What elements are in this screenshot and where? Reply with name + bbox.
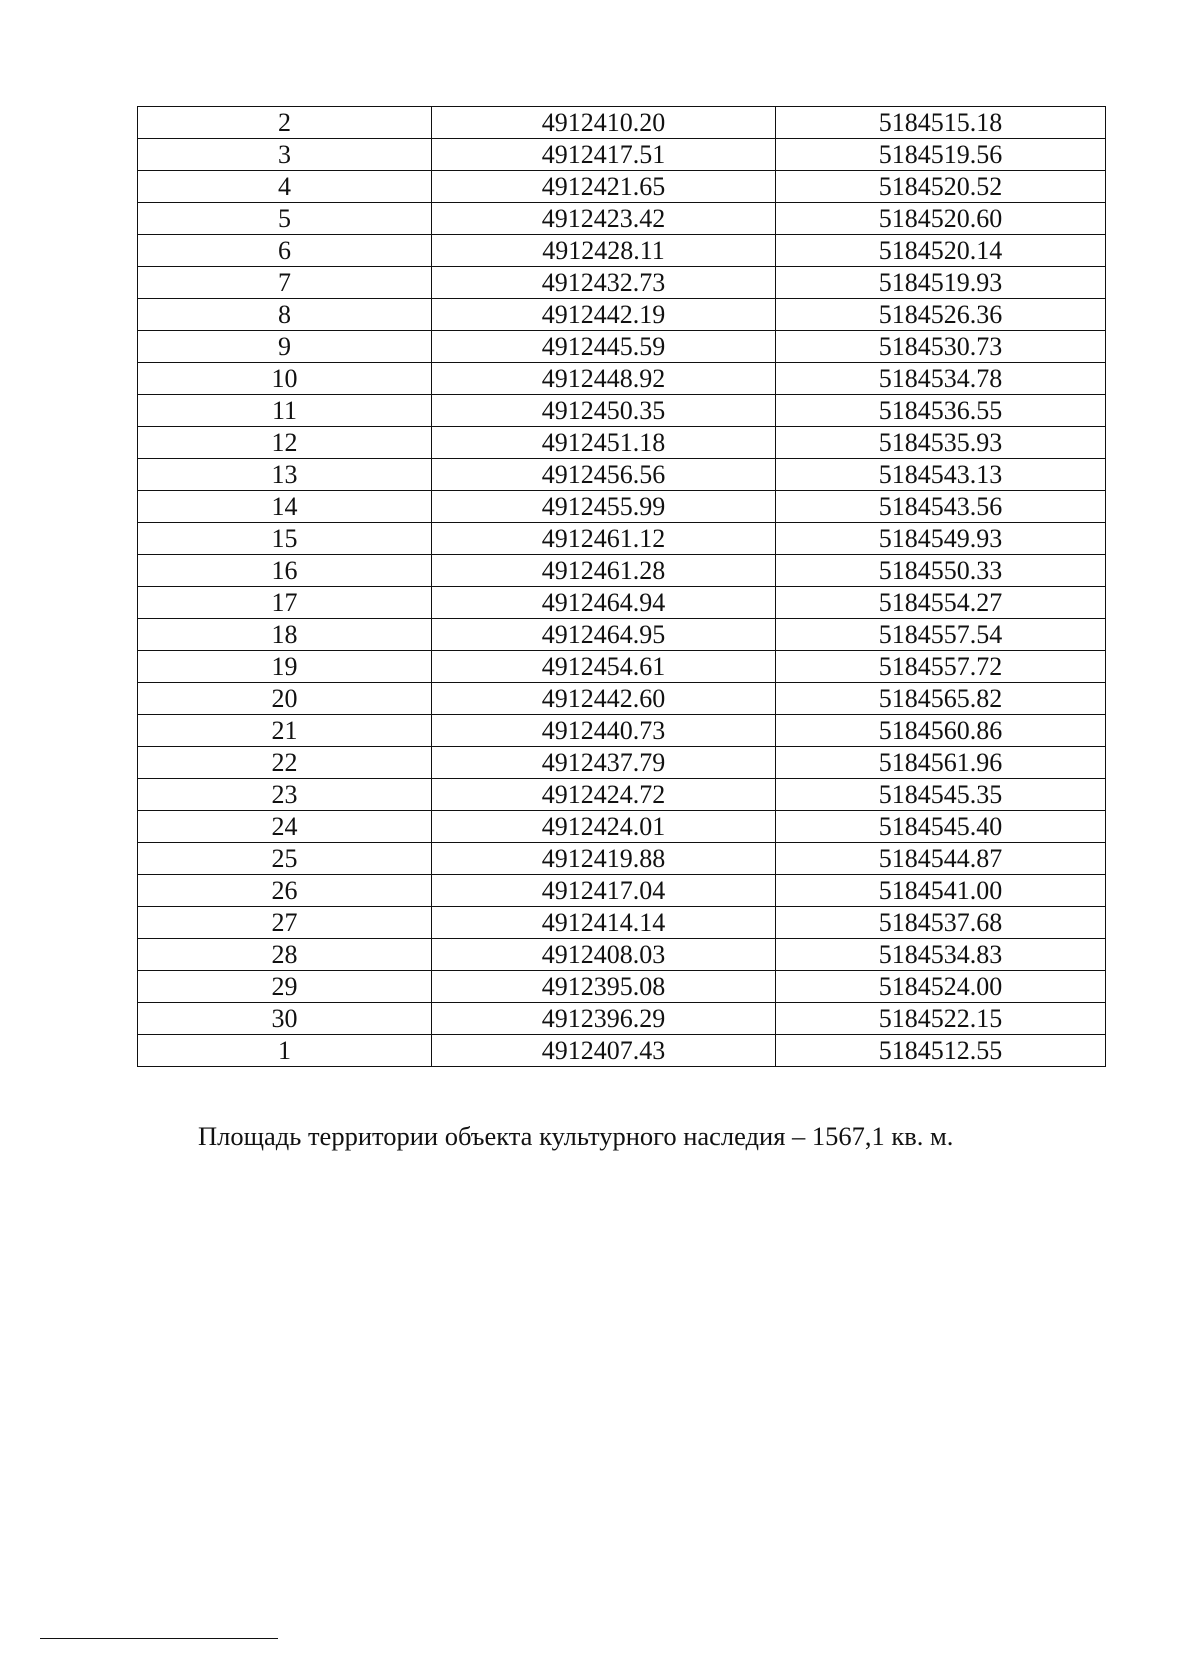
x-coordinate-cell: 4912414.14 bbox=[432, 907, 776, 939]
x-coordinate-cell: 4912408.03 bbox=[432, 939, 776, 971]
table-row bbox=[138, 779, 1106, 811]
point-number-cell: 2 bbox=[138, 107, 432, 139]
x-coordinate-cell: 4912450.35 bbox=[432, 395, 776, 427]
table-row bbox=[138, 203, 1106, 235]
x-coordinate-cell: 4912410.20 bbox=[432, 107, 776, 139]
y-coordinate-cell: 5184535.93 bbox=[776, 427, 1106, 459]
x-coordinate-cell: 4912454.61 bbox=[432, 651, 776, 683]
point-number-cell: 15 bbox=[138, 523, 432, 555]
y-coordinate-cell: 5184561.96 bbox=[776, 747, 1106, 779]
point-number-cell: 11 bbox=[138, 395, 432, 427]
x-coordinate-cell: 4912455.99 bbox=[432, 491, 776, 523]
table-row bbox=[138, 395, 1106, 427]
table-row bbox=[138, 363, 1106, 395]
x-coordinate-cell: 4912417.04 bbox=[432, 875, 776, 907]
y-coordinate-cell: 5184543.13 bbox=[776, 459, 1106, 491]
y-coordinate-cell: 5184554.27 bbox=[776, 587, 1106, 619]
table-row bbox=[138, 907, 1106, 939]
table-row bbox=[138, 1003, 1106, 1035]
table-row bbox=[138, 171, 1106, 203]
x-coordinate-cell: 4912464.94 bbox=[432, 587, 776, 619]
x-coordinate-cell: 4912456.56 bbox=[432, 459, 776, 491]
table-row bbox=[138, 843, 1106, 875]
table-row bbox=[138, 619, 1106, 651]
x-coordinate-cell: 4912437.79 bbox=[432, 747, 776, 779]
point-number-cell: 12 bbox=[138, 427, 432, 459]
point-number-cell: 27 bbox=[138, 907, 432, 939]
x-coordinate-cell: 4912461.28 bbox=[432, 555, 776, 587]
x-coordinate-cell: 4912421.65 bbox=[432, 171, 776, 203]
x-coordinate-cell: 4912461.12 bbox=[432, 523, 776, 555]
y-coordinate-cell: 5184520.52 bbox=[776, 171, 1106, 203]
point-number-cell: 21 bbox=[138, 715, 432, 747]
y-coordinate-cell: 5184522.15 bbox=[776, 1003, 1106, 1035]
table-row bbox=[138, 587, 1106, 619]
y-coordinate-cell: 5184534.83 bbox=[776, 939, 1106, 971]
point-number-cell: 5 bbox=[138, 203, 432, 235]
y-coordinate-cell: 5184534.78 bbox=[776, 363, 1106, 395]
y-coordinate-cell: 5184524.00 bbox=[776, 971, 1106, 1003]
x-coordinate-cell: 4912419.88 bbox=[432, 843, 776, 875]
x-coordinate-cell: 4912428.11 bbox=[432, 235, 776, 267]
area-statement: Площадь территории объекта культурного наследия – 1567,1 кв. м. bbox=[198, 1121, 954, 1151]
coordinates-table bbox=[137, 106, 1106, 1067]
y-coordinate-cell: 5184543.56 bbox=[776, 491, 1106, 523]
point-number-cell: 18 bbox=[138, 619, 432, 651]
point-number-cell: 10 bbox=[138, 363, 432, 395]
x-coordinate-cell: 4912424.72 bbox=[432, 779, 776, 811]
x-coordinate-cell: 4912442.19 bbox=[432, 299, 776, 331]
point-number-cell: 3 bbox=[138, 139, 432, 171]
point-number-cell: 8 bbox=[138, 299, 432, 331]
footnote-divider bbox=[40, 1638, 278, 1639]
x-coordinate-cell: 4912423.42 bbox=[432, 203, 776, 235]
point-number-cell: 14 bbox=[138, 491, 432, 523]
point-number-cell: 16 bbox=[138, 555, 432, 587]
point-number-cell: 24 bbox=[138, 811, 432, 843]
y-coordinate-cell: 5184536.55 bbox=[776, 395, 1106, 427]
point-number-cell: 17 bbox=[138, 587, 432, 619]
point-number-cell: 1 bbox=[138, 1035, 432, 1067]
point-number-cell: 9 bbox=[138, 331, 432, 363]
table-row bbox=[138, 235, 1106, 267]
y-coordinate-cell: 5184541.00 bbox=[776, 875, 1106, 907]
y-coordinate-cell: 5184544.87 bbox=[776, 843, 1106, 875]
y-coordinate-cell: 5184537.68 bbox=[776, 907, 1106, 939]
table-row bbox=[138, 427, 1106, 459]
x-coordinate-cell: 4912432.73 bbox=[432, 267, 776, 299]
table-row bbox=[138, 523, 1106, 555]
point-number-cell: 20 bbox=[138, 683, 432, 715]
y-coordinate-cell: 5184557.72 bbox=[776, 651, 1106, 683]
table-row bbox=[138, 1035, 1106, 1067]
x-coordinate-cell: 4912407.43 bbox=[432, 1035, 776, 1067]
x-coordinate-cell: 4912396.29 bbox=[432, 1003, 776, 1035]
table-row bbox=[138, 267, 1106, 299]
x-coordinate-cell: 4912448.92 bbox=[432, 363, 776, 395]
table-row bbox=[138, 939, 1106, 971]
y-coordinate-cell: 5184512.55 bbox=[776, 1035, 1106, 1067]
y-coordinate-cell: 5184520.60 bbox=[776, 203, 1106, 235]
x-coordinate-cell: 4912451.18 bbox=[432, 427, 776, 459]
table-row bbox=[138, 139, 1106, 171]
point-number-cell: 28 bbox=[138, 939, 432, 971]
table-row bbox=[138, 715, 1106, 747]
point-number-cell: 26 bbox=[138, 875, 432, 907]
y-coordinate-cell: 5184549.93 bbox=[776, 523, 1106, 555]
table-row bbox=[138, 107, 1106, 139]
point-number-cell: 23 bbox=[138, 779, 432, 811]
point-number-cell: 25 bbox=[138, 843, 432, 875]
point-number-cell: 29 bbox=[138, 971, 432, 1003]
x-coordinate-cell: 4912440.73 bbox=[432, 715, 776, 747]
x-coordinate-cell: 4912464.95 bbox=[432, 619, 776, 651]
y-coordinate-cell: 5184530.73 bbox=[776, 331, 1106, 363]
point-number-cell: 19 bbox=[138, 651, 432, 683]
y-coordinate-cell: 5184519.93 bbox=[776, 267, 1106, 299]
y-coordinate-cell: 5184526.36 bbox=[776, 299, 1106, 331]
y-coordinate-cell: 5184550.33 bbox=[776, 555, 1106, 587]
y-coordinate-cell: 5184565.82 bbox=[776, 683, 1106, 715]
table-row bbox=[138, 651, 1106, 683]
x-coordinate-cell: 4912442.60 bbox=[432, 683, 776, 715]
y-coordinate-cell: 5184545.40 bbox=[776, 811, 1106, 843]
point-number-cell: 6 bbox=[138, 235, 432, 267]
x-coordinate-cell: 4912424.01 bbox=[432, 811, 776, 843]
table-row bbox=[138, 459, 1106, 491]
coordinates-table-body bbox=[138, 107, 1106, 1067]
table-row bbox=[138, 811, 1106, 843]
y-coordinate-cell: 5184557.54 bbox=[776, 619, 1106, 651]
table-row bbox=[138, 555, 1106, 587]
y-coordinate-cell: 5184560.86 bbox=[776, 715, 1106, 747]
table-row bbox=[138, 491, 1106, 523]
point-number-cell: 7 bbox=[138, 267, 432, 299]
x-coordinate-cell: 4912417.51 bbox=[432, 139, 776, 171]
point-number-cell: 22 bbox=[138, 747, 432, 779]
table-row bbox=[138, 747, 1106, 779]
table-row bbox=[138, 683, 1106, 715]
x-coordinate-cell: 4912395.08 bbox=[432, 971, 776, 1003]
table-row bbox=[138, 971, 1106, 1003]
point-number-cell: 4 bbox=[138, 171, 432, 203]
table-row bbox=[138, 299, 1106, 331]
y-coordinate-cell: 5184519.56 bbox=[776, 139, 1106, 171]
point-number-cell: 13 bbox=[138, 459, 432, 491]
x-coordinate-cell: 4912445.59 bbox=[432, 331, 776, 363]
y-coordinate-cell: 5184545.35 bbox=[776, 779, 1106, 811]
point-number-cell: 30 bbox=[138, 1003, 432, 1035]
y-coordinate-cell: 5184515.18 bbox=[776, 107, 1106, 139]
table-row bbox=[138, 331, 1106, 363]
table-row bbox=[138, 875, 1106, 907]
y-coordinate-cell: 5184520.14 bbox=[776, 235, 1106, 267]
